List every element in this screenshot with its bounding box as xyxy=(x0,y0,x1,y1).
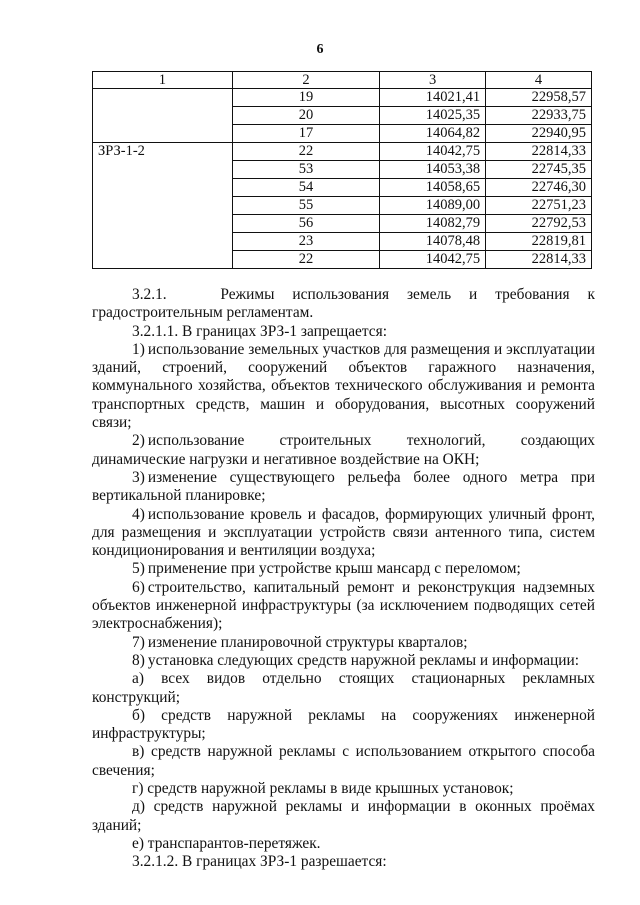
list-item: 2) использование строительных технологий, создающих динамические нагрузки и негативное воздействие на ОКН; xyxy=(92,432,595,468)
page-number: 6 xyxy=(316,42,324,57)
sub-list-item: а) всех видов отдельно стоящих стационарных рекламных конструкций; xyxy=(92,670,595,706)
x-cell: 14058,65 xyxy=(380,179,486,197)
point-cell: 56 xyxy=(232,215,380,233)
list-item: 1) использование земельных участков для размещения и эксплуатации зданий, строений, сооружений объектов гаражного назначения, коммунального хозяйства, объектов технического обслуживания и ремонта транспортных средств, машин и оборудования, высотных сооружений связи; xyxy=(92,340,595,432)
zone-cell xyxy=(93,89,233,143)
list-item: 5) применение при устройстве крыш мансард с переломом; xyxy=(132,560,521,578)
list-item: 4) использование кровель и фасадов, формирующих уличный фронт, для размещения и эксплуатации устройств связи антенного типа, систем кондиционирования и вентиляции воздуха; xyxy=(92,505,595,560)
sub-list-item: д) средств наружной рекламы и информации в оконных проёмах зданий; xyxy=(92,798,595,834)
point-cell: 23 xyxy=(232,233,380,251)
sub-list-item: в) средств наружной рекламы с использованием открытого способа свечения; xyxy=(92,743,595,779)
section-heading: 3.2.1. Режимы использования земель и требования к градостроительным регламентам. xyxy=(92,286,595,322)
list-item: 3) изменение существующего рельефа более одного метра при вертикальной планировке; xyxy=(92,468,595,505)
x-cell: 14025,35 xyxy=(380,107,486,125)
point-cell: 17 xyxy=(232,125,380,143)
table-row xyxy=(93,143,592,161)
point-cell: 54 xyxy=(232,179,380,197)
y-cell: 22958,57 xyxy=(486,89,592,107)
y-cell: 22940,95 xyxy=(486,125,592,143)
subsection-heading: 3.2.1.2. В границах ЗРЗ-1 разрешается: xyxy=(132,853,387,871)
point-cell: 55 xyxy=(232,197,380,215)
x-cell: 14021,41 xyxy=(380,89,486,107)
table-row xyxy=(93,89,592,107)
document-body xyxy=(92,286,595,872)
x-cell: 14078,48 xyxy=(380,233,486,251)
header-cell: 3 xyxy=(380,72,486,89)
y-cell: 22745,35 xyxy=(486,161,592,179)
y-cell: 22819,81 xyxy=(486,233,592,251)
x-cell: 14042,75 xyxy=(380,143,486,161)
point-cell: 20 xyxy=(232,107,380,125)
coordinates-table xyxy=(92,71,592,269)
point-cell: 22 xyxy=(232,251,380,269)
point-cell: 53 xyxy=(232,161,380,179)
list-item: 6) строительство, капитальный ремонт и реконструкция надземных объектов инженерной инфраструктуры (за исключением подводящих сетей электроснабжения); xyxy=(92,578,595,633)
x-cell: 14064,82 xyxy=(380,125,486,143)
x-cell: 14082,79 xyxy=(380,215,486,233)
y-cell: 22751,23 xyxy=(486,197,592,215)
list-item: 7) изменение планировочной структуры кварталов; xyxy=(132,633,468,651)
header-cell: 2 xyxy=(232,72,380,89)
subsection-heading: 3.2.1.1. В границах ЗРЗ-1 запрещается: xyxy=(132,322,387,340)
y-cell: 22792,53 xyxy=(486,215,592,233)
sub-list-item: е) транспарантов-перетяжек. xyxy=(132,834,321,852)
list-item: 8) установка следующих средств наружной рекламы и информации: xyxy=(132,651,580,669)
x-cell: 14089,00 xyxy=(380,197,486,215)
point-cell: 19 xyxy=(232,89,380,107)
y-cell: 22814,33 xyxy=(486,143,592,161)
y-cell: 22933,75 xyxy=(486,107,592,125)
point-cell: 22 xyxy=(232,143,380,161)
y-cell: 22746,30 xyxy=(486,179,592,197)
zone-cell: ЗРЗ-1-2 xyxy=(93,143,233,269)
table-header-row xyxy=(93,72,592,89)
x-cell: 14053,38 xyxy=(380,161,486,179)
header-cell: 1 xyxy=(93,72,233,89)
header-cell: 4 xyxy=(486,72,592,89)
sub-list-item: б) средств наружной рекламы на сооружениях инженерной инфраструктуры; xyxy=(92,706,595,743)
sub-list-item: г) средств наружной рекламы в виде крышных установок; xyxy=(132,780,514,798)
x-cell: 14042,75 xyxy=(380,251,486,269)
y-cell: 22814,33 xyxy=(486,251,592,269)
